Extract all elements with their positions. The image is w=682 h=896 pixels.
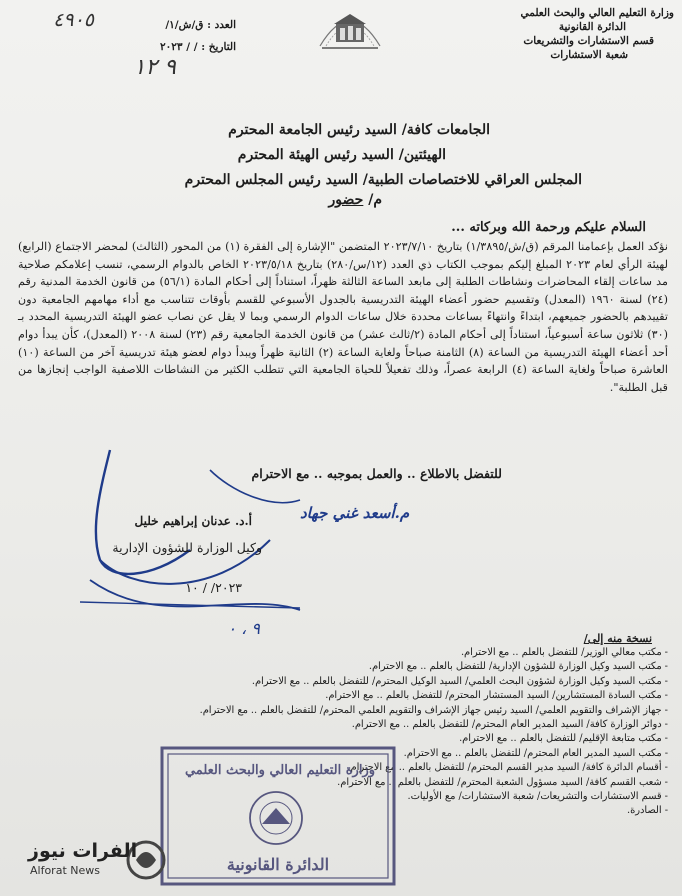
- handwritten-signature-text: م.أسعد غني جهاد: [300, 504, 410, 522]
- addressee-medical-council: المجلس العراقي للاختصاصات الطبية/ السيد رئيس المجلس المحترم: [184, 172, 582, 188]
- reference-date: التاريخ : / / ٢٠٢٣: [160, 41, 236, 53]
- addressee-universities: الجامعات كافة/ السيد رئيس الجامعة المحترم: [228, 122, 490, 138]
- copy-item: - شعب القسم كافة/ السيد مسؤول الشعبة المحترم/ للتفضل بالعلم .. مع الاحترام.: [337, 776, 668, 788]
- handwritten-number-text: ٤٩٠٥: [53, 9, 94, 31]
- section-name: قسم الاستشارات والتشريعات: [523, 35, 654, 47]
- copy-item: - مكتب السيد وكيل الوزارة للشؤون الإدارية/ للتفضل بالعلم .. مع الاحترام.: [368, 661, 668, 673]
- copy-item: - قسم الاستشارات والتشريعات/ شعبة الاستشارات/ مع الأوليات.: [407, 791, 668, 803]
- handwritten-signature-mark: ٩ ، ٠: [227, 619, 260, 638]
- copy-item: - أقسام الدائرة كافة/ السيد مدير القسم المحترم/ للتفضل بالعلم .. مع الاحترام.: [347, 762, 668, 774]
- copies-heading: نسخة منه إلى/: [583, 632, 652, 645]
- signature-date: ٢٠٢٣/ / ١٠: [185, 580, 242, 595]
- copy-item: - دوائر الوزارة كافة/ السيد المدير العام المحترم/ للتفضل بالعلم .. مع الاحترام.: [351, 719, 668, 731]
- official-stamp: [158, 744, 398, 888]
- stamp-top-text: وزارة التعليم العالي والبحث العلمي: [184, 763, 376, 778]
- subject-label: م/: [368, 192, 382, 208]
- subject-value: حضور: [328, 192, 364, 208]
- copy-item: - مكتب معالي الوزير/ للتفضل بالعلم .. مع الاحترام.: [460, 647, 668, 658]
- handwritten-number: [8, 6, 98, 32]
- stamp-bottom-text: الدائرة القانونية: [226, 855, 330, 874]
- signatory-name: أ.د. عدنان إبراهيم خليل: [134, 514, 252, 528]
- copy-item: - مكتب السادة المستشارين/ السيد المستشار المحترم/ للتفضل بالعلم .. مع الاحترام.: [325, 690, 668, 702]
- copy-item: - مكتب متابعة الإقليم/ للتفضل بالعلم .. مع الاحترام.: [459, 733, 668, 745]
- handwritten-date-text: ٩ ١٢: [133, 55, 176, 80]
- signatory-title: وكيل الوزارة للشؤون الإدارية: [112, 540, 262, 555]
- watermark-sub: Alforat News: [30, 864, 100, 877]
- copy-item: - الصادرة.: [627, 805, 668, 817]
- department-name: الدائرة القانونية: [558, 21, 626, 33]
- watermark-name: الفرات نيوز: [28, 840, 138, 862]
- ministry-header: [434, 6, 674, 62]
- greeting: السلام عليكم ورحمة الله وبركاته ...: [451, 220, 646, 235]
- ministry-emblem-icon: [314, 2, 386, 54]
- copy-item: - جهاز الإشراف والتقويم العلمي/ السيد رئيس جهاز الإشراف والتقويم العلمي المحترم/ للتفضل بالعلم .. مع الاحترام.: [199, 704, 668, 716]
- closing-line: للتفضل بالاطلاع .. والعمل بموجبه .. مع الاحترام: [251, 466, 502, 481]
- division-name: شعبة الاستشارات: [550, 49, 628, 61]
- ministry-name: وزارة التعليم العالي والبحث العلمي: [520, 7, 674, 19]
- body-paragraph: نؤكد العمل بإعمامنا المرقم (ق/ش/١/٣٨٩٥) بتاريخ ٢٠٢٣/٧/١٠ المتضمن "الإشارة إلى الفقرة (١) من المحور (الثالث) لمحضر الاجتماع (الرابع) لهيئة الرأي لعام ٢٠٢٣ المبلغ إليكم بموجب الكتاب ذي العدد (١٢/س/٢٨٠) بتاريخ ٢٠٢٣/٥/١٨ الخاص بالدوام الرسمي، تنسب إعلامكم صلاحية مد ساعات إلقاء المحاضرات ونشاطات الطلبة إلى مابعد الساعة الثالثة ظهراً، استناداً إلى أحكام المادة (٥٦/١) من قانون الخدمة المدنية رقم (٢٤) لسنة ١٩٦٠ (المعدل) وتقسيم حضور أعضاء الهيئة التدريسية بالجدول الأسبوعي للقسم بأوقات تتناسب مع أداء مهامهم الجامعية دون تقييدهم بالحضور جميعهم، ابتداءً وانتهاءً بساعات محددة خلال ساعات الدوام الرسمي وبما لا يقل عن نصاب عضو الهيئة التدريسية المحدد بـ (٣٠) ثلاثون ساعة أسبوعياً، استناداً إلى أحكام المادة (٢/ثالث عشر) من قانون الخدمة الجامعية رقم (٢٣) لسنة ٢٠٠٨ (المعدل)، كأن يبدأ دوام أحد أعضاء الهيئة التدريسية من الساعة (٨) الثامنة صباحاً ولغاية الساعة (٢) الثانية ظهراً ويبدأ دوام لعضو هيئة تدريسية آخر من الساعة (١٠) العاشرة صباحاً ولغاية الساعة (٤) الرابعة عصراً، وذلك تفعيلاً للحياة الجامعية التي تتطلب الكثير من النشاطات اللاصفية الواجب إنجازها من قبل الطلبة".: [18, 240, 669, 394]
- copy-item: - مكتب السيد المدير العام المحترم/ للتفضل بالعلم .. مع الاحترام.: [403, 747, 668, 759]
- addressee-bodies: الهيئتين/ السيد رئيس الهيئة المحترم: [237, 147, 446, 163]
- reference-number: العدد : ق/ش/١/: [165, 19, 236, 31]
- subject-line: [329, 192, 382, 208]
- handwritten-date: [110, 52, 180, 80]
- copy-item: - مكتب السيد وكيل الوزارة لشؤون البحث العلمي/ السيد الوكيل المحترم/ للتفضل بالعلم .. مع الاحترام.: [251, 675, 668, 687]
